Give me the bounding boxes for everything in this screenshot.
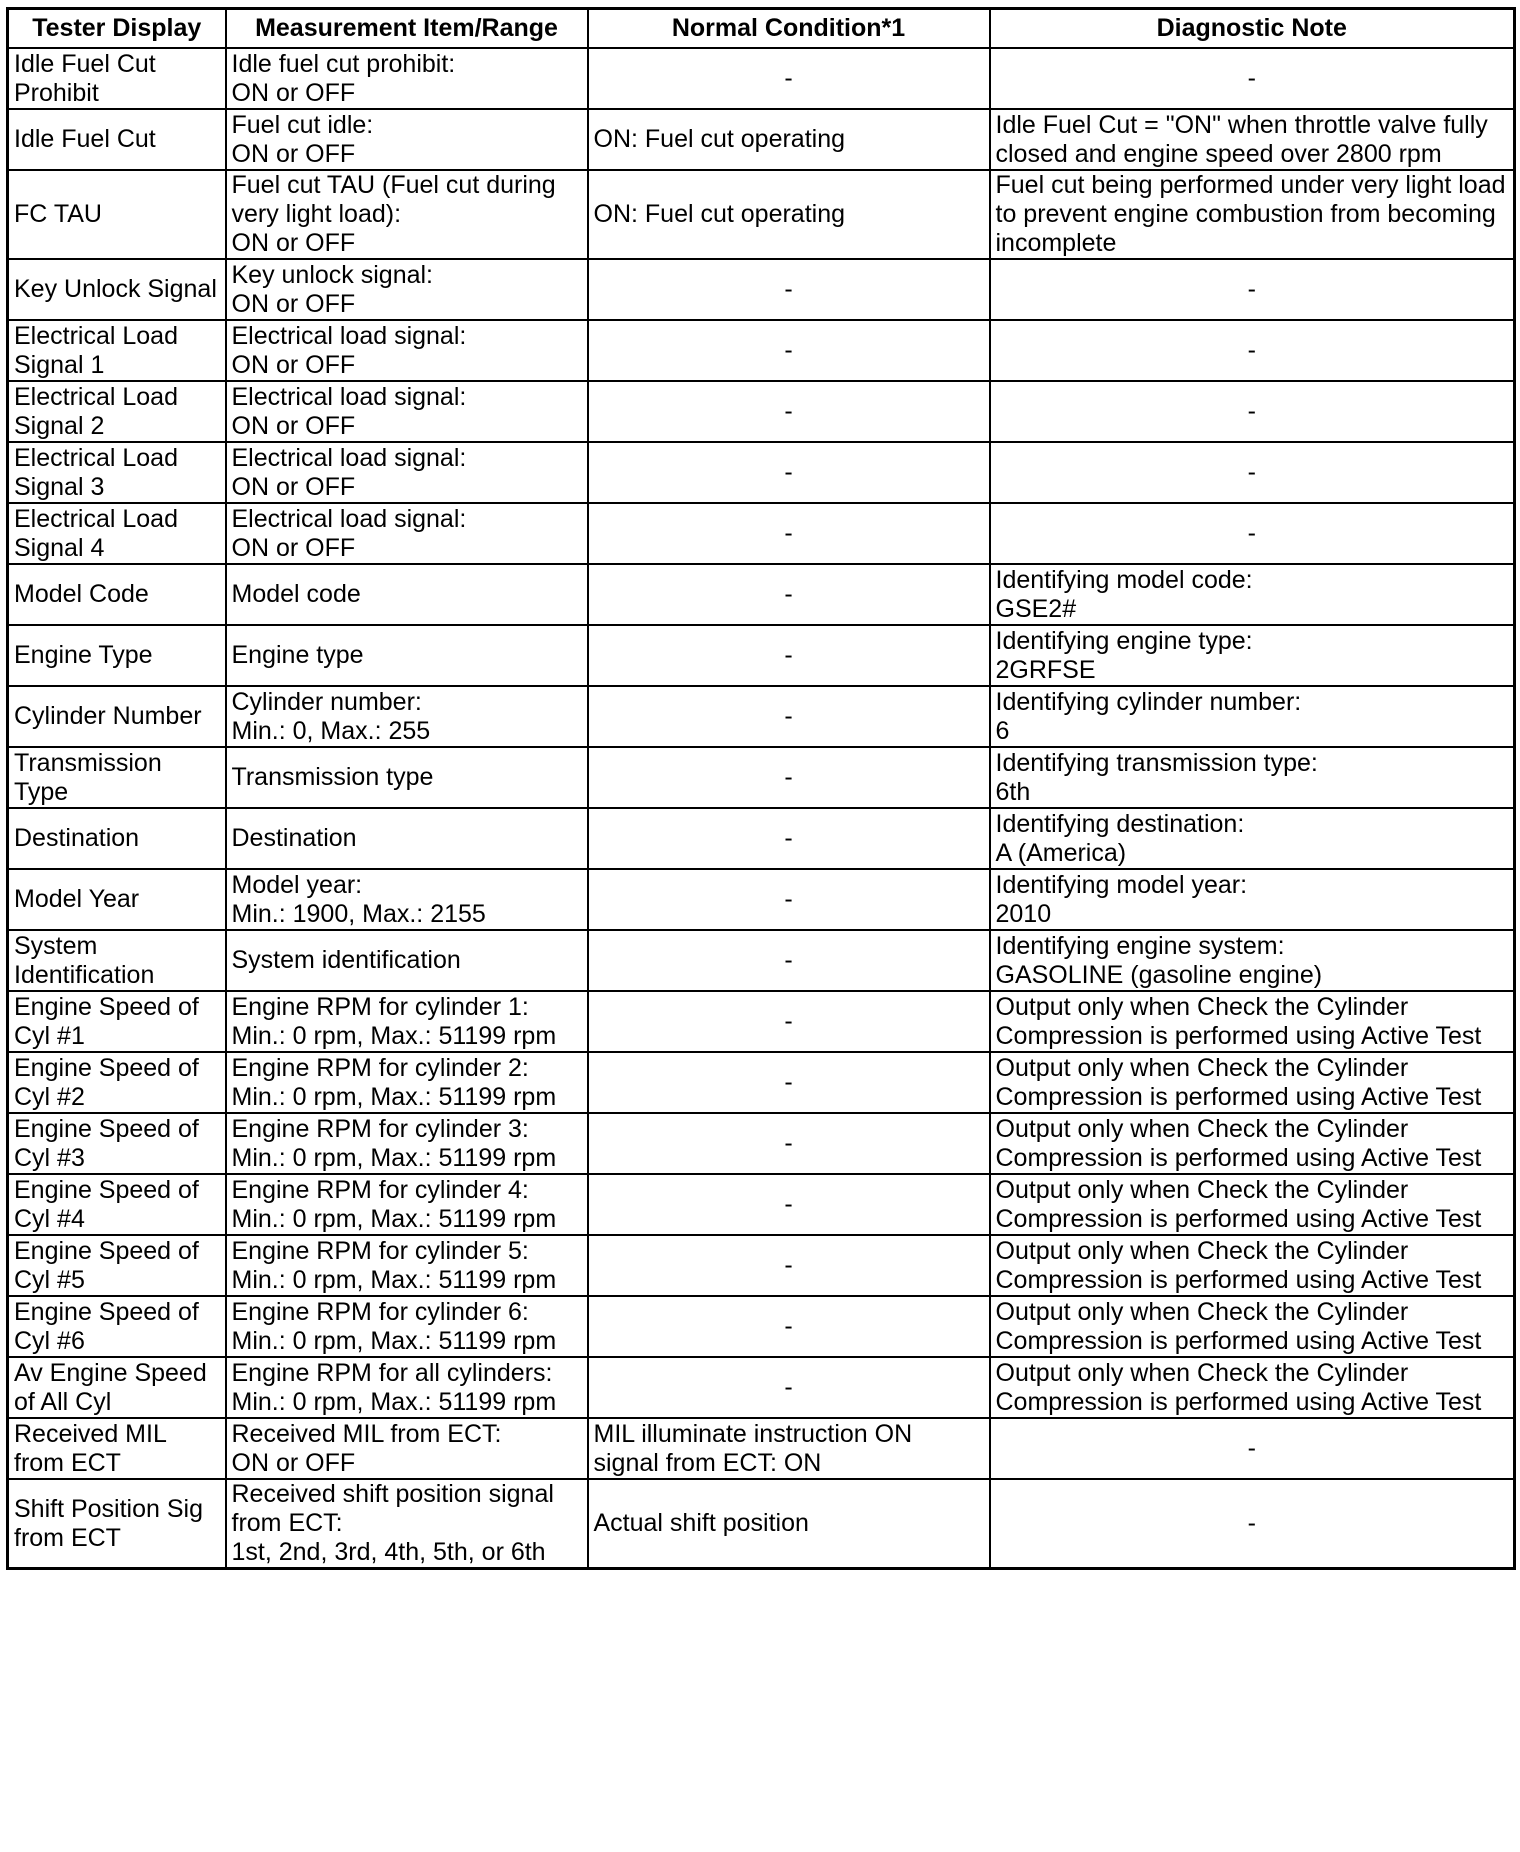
- cell-tester-display: [8, 930, 226, 991]
- cell-diagnostic-note: [990, 1113, 1515, 1174]
- cell-measurement-range-text: Key unlock signal:: [231, 260, 434, 289]
- cell-diagnostic-note-text: Idle Fuel Cut = "ON" when throttle valve fully: [995, 110, 1488, 139]
- cell-diagnostic-note: [990, 1052, 1515, 1113]
- cell-measurement-range-text: ON or OFF: [231, 350, 356, 379]
- cell-tester-display: [8, 48, 226, 109]
- cell-measurement-range-text: Min.: 1900, Max.: 2155: [231, 899, 486, 928]
- cell-diagnostic-note-text: Output only when Check the Cylinder: [995, 1175, 1409, 1204]
- cell-tester-display: [8, 1418, 226, 1479]
- cell-normal-condition-text: -: [784, 1373, 793, 1401]
- cell-normal-condition-text: -: [784, 824, 793, 852]
- cell-diagnostic-note: [990, 503, 1515, 564]
- cell-tester-display-text: Av Engine Speed: [14, 1358, 207, 1387]
- data-list-table: [6, 7, 1516, 1570]
- cell-tester-display-text: FC TAU: [14, 200, 102, 228]
- table-row: [8, 442, 1515, 503]
- header-row: [8, 9, 1515, 49]
- cell-measurement-range-text: ON or OFF: [231, 78, 356, 107]
- cell-normal-condition: [588, 991, 990, 1052]
- cell-diagnostic-note: [990, 320, 1515, 381]
- cell-normal-condition: [588, 625, 990, 686]
- table-row: [8, 170, 1515, 259]
- cell-measurement-range-text: Idle fuel cut prohibit:: [231, 49, 456, 78]
- cell-diagnostic-note-text: A (America): [995, 838, 1127, 867]
- cell-measurement-range-text: Destination: [231, 824, 357, 852]
- cell-measurement-range: [226, 170, 588, 259]
- cell-diagnostic-note-text: Output only when Check the Cylinder: [995, 992, 1409, 1021]
- cell-diagnostic-note-text: 2GRFSE: [995, 655, 1096, 684]
- cell-diagnostic-note-text: GSE2#: [995, 594, 1077, 623]
- cell-tester-display: [8, 503, 226, 564]
- cell-diagnostic-note: [990, 1235, 1515, 1296]
- cell-tester-display: [8, 259, 226, 320]
- cell-tester-display-text: Type: [14, 777, 69, 806]
- cell-normal-condition-text: Actual shift position: [593, 1509, 809, 1537]
- table-row: [8, 991, 1515, 1052]
- cell-tester-display: [8, 320, 226, 381]
- cell-measurement-range-text: Engine RPM for cylinder 4:: [231, 1175, 529, 1204]
- cell-tester-display-text: Signal 2: [14, 411, 105, 440]
- cell-normal-condition-text: -: [784, 336, 793, 364]
- cell-measurement-range-text: Engine RPM for cylinder 5:: [231, 1236, 529, 1265]
- cell-measurement-range-text: Electrical load signal:: [231, 321, 467, 350]
- table-row: [8, 109, 1515, 170]
- cell-measurement-range-text: Engine type: [231, 641, 364, 669]
- cell-diagnostic-note-text: Output only when Check the Cylinder: [995, 1358, 1409, 1387]
- cell-tester-display-text: Engine Type: [14, 641, 153, 669]
- cell-measurement-range-text: ON or OFF: [231, 289, 356, 318]
- cell-diagnostic-note: [990, 808, 1515, 869]
- cell-diagnostic-note-text: Output only when Check the Cylinder: [995, 1114, 1409, 1143]
- cell-diagnostic-note-text: closed and engine speed over 2800 rpm: [995, 139, 1442, 168]
- table-row: [8, 625, 1515, 686]
- cell-tester-display: [8, 381, 226, 442]
- cell-tester-display-text: Idle Fuel Cut: [14, 49, 156, 78]
- cell-tester-display-text: Engine Speed of: [14, 1053, 199, 1082]
- cell-measurement-range: [226, 503, 588, 564]
- cell-tester-display: [8, 564, 226, 625]
- cell-diagnostic-note-text: Identifying model year:: [995, 870, 1248, 899]
- cell-measurement-range: [226, 686, 588, 747]
- cell-tester-display-text: Received MIL: [14, 1419, 167, 1448]
- cell-normal-condition-text: -: [784, 1068, 793, 1096]
- document-page: [6, 7, 1513, 1570]
- cell-tester-display-text: Cyl #3: [14, 1143, 85, 1172]
- cell-normal-condition-text: -: [784, 641, 793, 669]
- cell-diagnostic-note: [990, 48, 1515, 109]
- cell-normal-condition: [588, 869, 990, 930]
- cell-diagnostic-note: [990, 1174, 1515, 1235]
- cell-diagnostic-note-text: -: [1247, 336, 1256, 364]
- table-row: [8, 1418, 1515, 1479]
- cell-tester-display: [8, 1479, 226, 1569]
- cell-normal-condition-text: -: [784, 885, 793, 913]
- cell-measurement-range: [226, 1235, 588, 1296]
- cell-diagnostic-note: [990, 1479, 1515, 1569]
- cell-normal-condition: [588, 381, 990, 442]
- cell-measurement-range: [226, 930, 588, 991]
- cell-measurement-range-text: ON or OFF: [231, 1448, 356, 1477]
- cell-tester-display: [8, 442, 226, 503]
- cell-diagnostic-note: [990, 109, 1515, 170]
- cell-diagnostic-note: [990, 747, 1515, 808]
- cell-normal-condition: [588, 1052, 990, 1113]
- cell-diagnostic-note-text: Identifying engine system:: [995, 931, 1285, 960]
- table-row: [8, 503, 1515, 564]
- cell-diagnostic-note-text: Identifying destination:: [995, 809, 1245, 838]
- cell-measurement-range-text: Model year:: [231, 870, 363, 899]
- cell-normal-condition: [588, 109, 990, 170]
- cell-diagnostic-note-text: GASOLINE (gasoline engine): [995, 960, 1323, 989]
- cell-tester-display-text: Signal 3: [14, 472, 105, 501]
- table-row: [8, 1052, 1515, 1113]
- cell-measurement-range-text: Electrical load signal:: [231, 504, 467, 533]
- cell-measurement-range-text: Fuel cut TAU (Fuel cut during: [231, 171, 556, 199]
- cell-normal-condition: [588, 48, 990, 109]
- cell-measurement-range: [226, 991, 588, 1052]
- cell-tester-display-text: Key Unlock Signal: [14, 275, 217, 303]
- cell-diagnostic-note-text: to prevent engine combustion from becoming: [995, 200, 1496, 228]
- cell-tester-display-text: Destination: [14, 824, 140, 852]
- cell-tester-display: [8, 686, 226, 747]
- cell-measurement-range-text: ON or OFF: [231, 139, 356, 168]
- cell-diagnostic-note-text: Compression is performed using Active Test: [995, 1082, 1482, 1111]
- cell-tester-display-text: Idle Fuel Cut: [14, 125, 156, 153]
- cell-tester-display: [8, 625, 226, 686]
- cell-measurement-range: [226, 1418, 588, 1479]
- table-row: [8, 1296, 1515, 1357]
- cell-measurement-range-text: Engine RPM for cylinder 2:: [231, 1053, 529, 1082]
- cell-tester-display-text: Signal 1: [14, 350, 105, 379]
- cell-measurement-range: [226, 1174, 588, 1235]
- cell-diagnostic-note: [990, 625, 1515, 686]
- cell-measurement-range-text: Min.: 0 rpm, Max.: 51199 rpm: [231, 1204, 557, 1233]
- cell-measurement-range-text: Transmission type: [231, 763, 434, 791]
- cell-measurement-range: [226, 564, 588, 625]
- cell-tester-display: [8, 1174, 226, 1235]
- cell-measurement-range-text: very light load):: [231, 200, 402, 228]
- cell-diagnostic-note-text: Identifying transmission type:: [995, 748, 1318, 777]
- cell-normal-condition-text: MIL illuminate instruction ON: [593, 1419, 913, 1448]
- cell-measurement-range-text: Engine RPM for cylinder 1:: [231, 992, 529, 1021]
- cell-measurement-range-text: System identification: [231, 946, 461, 974]
- table-row: [8, 48, 1515, 109]
- cell-diagnostic-note: [990, 991, 1515, 1052]
- cell-diagnostic-note-text: Compression is performed using Active Test: [995, 1143, 1482, 1172]
- table-row: [8, 381, 1515, 442]
- cell-normal-condition-text: ON: Fuel cut operating: [593, 125, 846, 153]
- cell-tester-display-text: Engine Speed of: [14, 992, 199, 1021]
- cell-tester-display-text: Cyl #1: [14, 1021, 85, 1050]
- cell-normal-condition-text: -: [784, 946, 793, 974]
- cell-measurement-range: [226, 747, 588, 808]
- cell-tester-display-text: Cyl #4: [14, 1204, 85, 1233]
- cell-measurement-range: [226, 381, 588, 442]
- cell-diagnostic-note-text: Identifying engine type:: [995, 626, 1253, 655]
- cell-tester-display-text: System: [14, 931, 98, 960]
- cell-diagnostic-note: [990, 1357, 1515, 1418]
- table-row: [8, 869, 1515, 930]
- cell-normal-condition: [588, 442, 990, 503]
- cell-tester-display: [8, 808, 226, 869]
- cell-diagnostic-note-text: Output only when Check the Cylinder: [995, 1297, 1409, 1326]
- cell-normal-condition: [588, 503, 990, 564]
- table-row: [8, 1174, 1515, 1235]
- cell-diagnostic-note-text: Output only when Check the Cylinder: [995, 1053, 1409, 1082]
- cell-tester-display-text: Electrical Load: [14, 504, 178, 533]
- cell-normal-condition-text: -: [784, 702, 793, 730]
- cell-measurement-range-text: Min.: 0 rpm, Max.: 51199 rpm: [231, 1143, 557, 1172]
- cell-measurement-range: [226, 442, 588, 503]
- header-tester-display: Tester Display: [8, 9, 226, 49]
- cell-diagnostic-note: [990, 259, 1515, 320]
- table-row: [8, 259, 1515, 320]
- table-row: [8, 320, 1515, 381]
- cell-diagnostic-note-text: Compression is performed using Active Test: [995, 1021, 1482, 1050]
- cell-measurement-range-text: ON or OFF: [231, 533, 356, 562]
- cell-normal-condition-text: signal from ECT: ON: [593, 1448, 822, 1477]
- cell-normal-condition-text: -: [784, 1129, 793, 1157]
- cell-tester-display-text: Cyl #2: [14, 1082, 85, 1111]
- cell-normal-condition: [588, 1296, 990, 1357]
- cell-diagnostic-note-text: -: [1247, 1434, 1256, 1462]
- cell-tester-display-text: Engine Speed of: [14, 1175, 199, 1204]
- cell-measurement-range-text: ON or OFF: [231, 411, 356, 440]
- cell-tester-display: [8, 1235, 226, 1296]
- cell-tester-display-text: Engine Speed of: [14, 1236, 199, 1265]
- cell-tester-display-text: of All Cyl: [14, 1387, 112, 1416]
- cell-tester-display: [8, 109, 226, 170]
- cell-normal-condition-text: -: [784, 1007, 793, 1035]
- cell-normal-condition: [588, 320, 990, 381]
- cell-diagnostic-note-text: -: [1247, 1509, 1256, 1537]
- cell-measurement-range-text: Min.: 0 rpm, Max.: 51199 rpm: [231, 1265, 557, 1294]
- cell-tester-display: [8, 991, 226, 1052]
- cell-measurement-range: [226, 808, 588, 869]
- cell-measurement-range: [226, 109, 588, 170]
- cell-diagnostic-note: [990, 170, 1515, 259]
- cell-diagnostic-note: [990, 869, 1515, 930]
- cell-measurement-range: [226, 1479, 588, 1569]
- header-measurement-range: Measurement Item/Range: [226, 9, 588, 49]
- cell-normal-condition-text: -: [784, 1312, 793, 1340]
- cell-diagnostic-note: [990, 686, 1515, 747]
- cell-tester-display-text: Shift Position Sig: [14, 1494, 203, 1523]
- cell-measurement-range-text: 1st, 2nd, 3rd, 4th, 5th, or 6th: [231, 1538, 546, 1566]
- cell-tester-display-text: Engine Speed of: [14, 1297, 199, 1326]
- cell-measurement-range-text: Engine RPM for all cylinders:: [231, 1358, 553, 1387]
- cell-normal-condition-text: -: [784, 1190, 793, 1218]
- cell-tester-display-text: Cyl #5: [14, 1265, 85, 1294]
- cell-tester-display-text: Cylinder Number: [14, 702, 202, 730]
- cell-measurement-range: [226, 320, 588, 381]
- cell-measurement-range-text: ON or OFF: [231, 472, 356, 501]
- cell-measurement-range: [226, 1296, 588, 1357]
- cell-diagnostic-note-text: Compression is performed using Active Test: [995, 1387, 1482, 1416]
- table-row: [8, 1235, 1515, 1296]
- cell-measurement-range-text: Min.: 0 rpm, Max.: 51199 rpm: [231, 1387, 557, 1416]
- cell-diagnostic-note-text: Compression is performed using Active Test: [995, 1204, 1482, 1233]
- cell-diagnostic-note-text: Identifying model code:: [995, 565, 1253, 594]
- header-normal-condition: Normal Condition*1: [588, 9, 990, 49]
- cell-diagnostic-note-text: -: [1247, 458, 1256, 486]
- cell-tester-display: [8, 747, 226, 808]
- cell-normal-condition: [588, 1479, 990, 1569]
- cell-measurement-range-text: Cylinder number:: [231, 687, 422, 716]
- cell-diagnostic-note-text: incomplete: [995, 229, 1117, 257]
- cell-tester-display-text: Model Code: [14, 580, 149, 608]
- cell-measurement-range-text: Model code: [231, 580, 361, 608]
- cell-measurement-range: [226, 869, 588, 930]
- cell-diagnostic-note-text: 6: [995, 716, 1010, 745]
- cell-diagnostic-note-text: Identifying cylinder number:: [995, 687, 1302, 716]
- cell-measurement-range: [226, 48, 588, 109]
- cell-diagnostic-note: [990, 1296, 1515, 1357]
- table-row: [8, 1357, 1515, 1418]
- cell-measurement-range-text: Electrical load signal:: [231, 443, 467, 472]
- cell-tester-display-text: Cyl #6: [14, 1326, 85, 1355]
- cell-diagnostic-note-text: Output only when Check the Cylinder: [995, 1236, 1409, 1265]
- cell-normal-condition: [588, 259, 990, 320]
- cell-tester-display-text: Model Year: [14, 885, 140, 913]
- cell-diagnostic-note-text: -: [1247, 64, 1256, 92]
- cell-normal-condition-text: -: [784, 519, 793, 547]
- cell-tester-display-text: Electrical Load: [14, 382, 178, 411]
- header-diagnostic-note: Diagnostic Note: [990, 9, 1515, 49]
- cell-measurement-range: [226, 259, 588, 320]
- cell-normal-condition: [588, 686, 990, 747]
- cell-tester-display-text: Electrical Load: [14, 443, 178, 472]
- cell-normal-condition: [588, 1235, 990, 1296]
- cell-diagnostic-note: [990, 1418, 1515, 1479]
- cell-tester-display-text: from ECT: [14, 1523, 121, 1552]
- cell-measurement-range: [226, 625, 588, 686]
- cell-diagnostic-note-text: -: [1247, 397, 1256, 425]
- cell-tester-display-text: from ECT: [14, 1448, 121, 1477]
- table-body: [8, 48, 1515, 1569]
- cell-measurement-range-text: Received shift position signal: [231, 1480, 554, 1508]
- cell-diagnostic-note-text: -: [1247, 275, 1256, 303]
- cell-measurement-range-text: Min.: 0 rpm, Max.: 51199 rpm: [231, 1082, 557, 1111]
- cell-tester-display: [8, 170, 226, 259]
- cell-measurement-range-text: Fuel cut idle:: [231, 110, 374, 139]
- cell-tester-display-text: Electrical Load: [14, 321, 178, 350]
- cell-normal-condition-text: -: [784, 64, 793, 92]
- cell-measurement-range-text: Min.: 0 rpm, Max.: 51199 rpm: [231, 1021, 557, 1050]
- cell-normal-condition: [588, 1357, 990, 1418]
- cell-measurement-range: [226, 1113, 588, 1174]
- cell-tester-display: [8, 1357, 226, 1418]
- cell-diagnostic-note-text: Fuel cut being performed under very light load: [995, 171, 1506, 199]
- cell-normal-condition-text: -: [784, 763, 793, 791]
- table-row: [8, 686, 1515, 747]
- cell-diagnostic-note: [990, 381, 1515, 442]
- table-row: [8, 930, 1515, 991]
- cell-diagnostic-note: [990, 930, 1515, 991]
- cell-normal-condition: [588, 808, 990, 869]
- cell-normal-condition: [588, 930, 990, 991]
- cell-diagnostic-note-text: 6th: [995, 777, 1031, 806]
- cell-diagnostic-note-text: 2010: [995, 899, 1052, 928]
- cell-tester-display-text: Prohibit: [14, 78, 99, 107]
- cell-measurement-range-text: Min.: 0 rpm, Max.: 51199 rpm: [231, 1326, 557, 1355]
- cell-tester-display: [8, 1052, 226, 1113]
- cell-measurement-range-text: ON or OFF: [231, 229, 356, 257]
- cell-normal-condition-text: -: [784, 458, 793, 486]
- cell-diagnostic-note-text: Compression is performed using Active Test: [995, 1265, 1482, 1294]
- cell-normal-condition: [588, 564, 990, 625]
- cell-diagnostic-note-text: -: [1247, 519, 1256, 547]
- cell-tester-display: [8, 869, 226, 930]
- table-row: [8, 747, 1515, 808]
- cell-diagnostic-note: [990, 564, 1515, 625]
- table-row: [8, 808, 1515, 869]
- cell-normal-condition: [588, 1174, 990, 1235]
- cell-measurement-range-text: Engine RPM for cylinder 6:: [231, 1297, 529, 1326]
- cell-measurement-range-text: Electrical load signal:: [231, 382, 467, 411]
- cell-normal-condition: [588, 747, 990, 808]
- cell-measurement-range-text: Engine RPM for cylinder 3:: [231, 1114, 529, 1143]
- cell-tester-display-text: Engine Speed of: [14, 1114, 199, 1143]
- cell-normal-condition: [588, 1113, 990, 1174]
- cell-tester-display: [8, 1296, 226, 1357]
- cell-measurement-range: [226, 1357, 588, 1418]
- cell-normal-condition-text: -: [784, 580, 793, 608]
- cell-tester-display-text: Transmission: [14, 748, 162, 777]
- cell-normal-condition-text: -: [784, 1251, 793, 1279]
- cell-normal-condition: [588, 1418, 990, 1479]
- cell-normal-condition-text: -: [784, 275, 793, 303]
- cell-diagnostic-note: [990, 442, 1515, 503]
- table-row: [8, 564, 1515, 625]
- cell-normal-condition: [588, 170, 990, 259]
- table-row: [8, 1479, 1515, 1569]
- cell-measurement-range: [226, 1052, 588, 1113]
- cell-measurement-range-text: Min.: 0, Max.: 255: [231, 716, 431, 745]
- cell-tester-display-text: Signal 4: [14, 533, 105, 562]
- cell-measurement-range-text: from ECT:: [231, 1509, 343, 1537]
- cell-tester-display-text: Identification: [14, 960, 155, 989]
- cell-diagnostic-note-text: Compression is performed using Active Test: [995, 1326, 1482, 1355]
- cell-normal-condition-text: -: [784, 397, 793, 425]
- table-row: [8, 1113, 1515, 1174]
- cell-normal-condition-text: ON: Fuel cut operating: [593, 200, 846, 228]
- cell-tester-display: [8, 1113, 226, 1174]
- cell-measurement-range-text: Received MIL from ECT:: [231, 1419, 502, 1448]
